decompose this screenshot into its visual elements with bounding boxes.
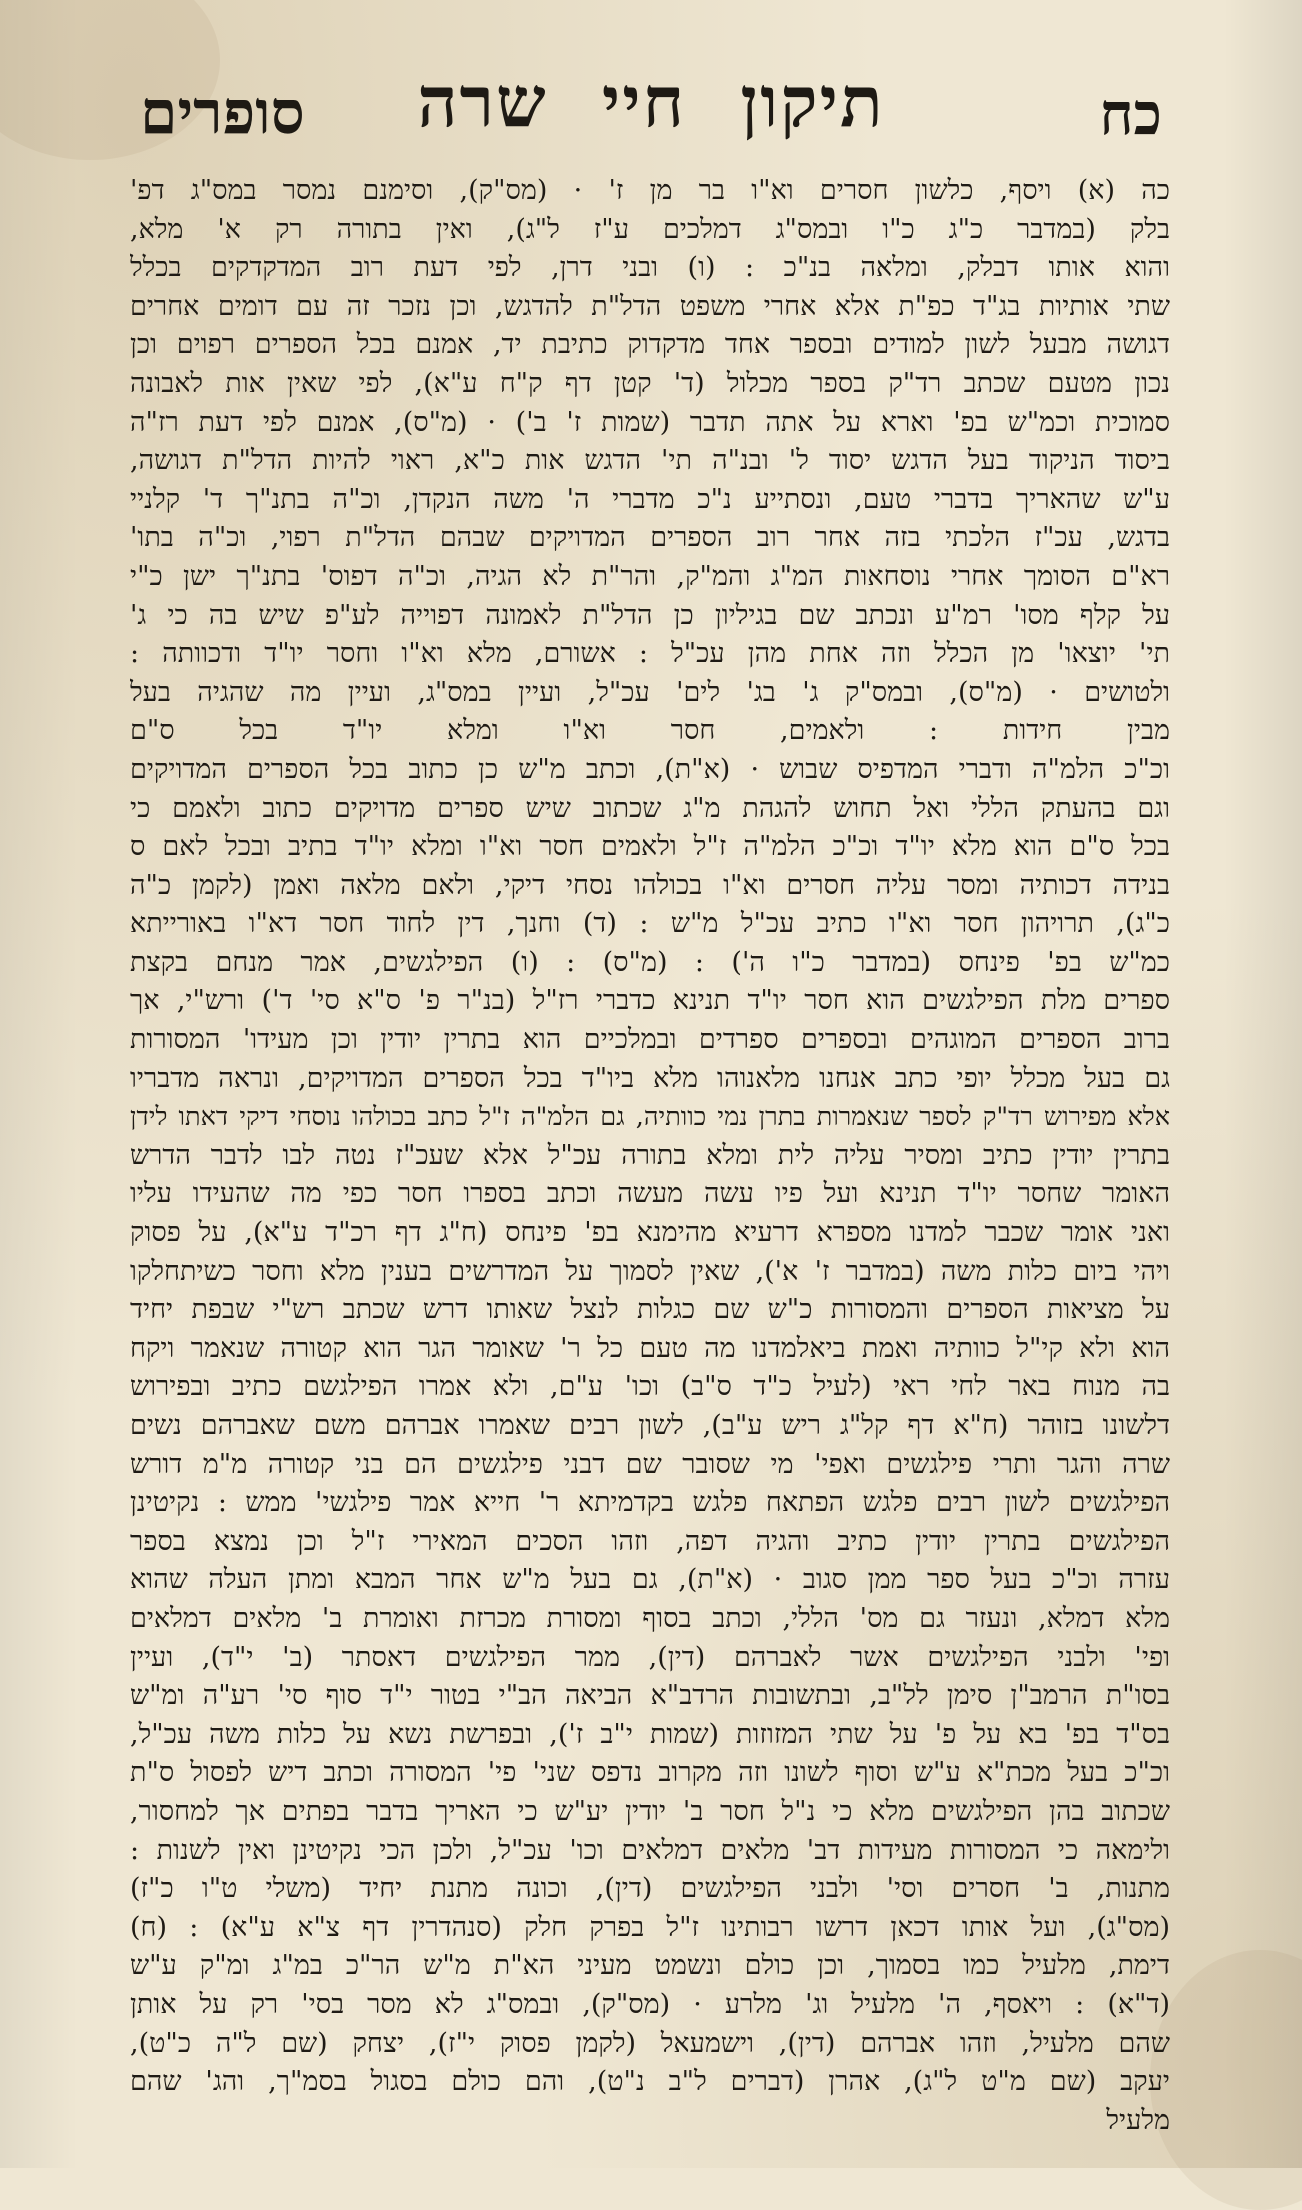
- text-line: (מס"ג), ועל אותו דכאן דרשו רבותינו ז"ל בפרק חלק (סנהדרין דף צ"א ע"א) : (ח): [130, 1911, 1170, 1943]
- text-line: וכ"כ בעל מכת"א ע"ש וסוף לשונו וזה מקרוב נדפס שני' פי' המסורה וכתב דיש לפסול ס"ת: [130, 1757, 1170, 1789]
- text-line: בלק (במדבר כ"ג כ"ו ובמס"ג דמלכים ע"ז ל"ג), ואין בתורה רק א' מלא,: [130, 213, 1170, 245]
- text-line: כ"ג), תרויהון חסר וא"ו כתיב עכ"ל מ"ש : (ד) וחנך, דין לחוד חסר דא"ו באורייתא: [130, 908, 1170, 940]
- text-line: בסו"ת הרמב"ן סימן לל"ב, ובתשובות הרדב"א הביאה הב"י בטור י"ד סוף סי' רע"ה ומ"ש: [130, 1680, 1170, 1712]
- text-line: כה (א) ויסף, כלשון חסרים וא"ו בר מן ז' · (מס"ק), וסימנם נמסר במס"ג דפ': [130, 175, 1170, 206]
- text-line: ספרים מלת הפילגשים הוא חסר יו"ד תנינא כדברי רז"ל (בנ"ר פ' ס"א סי' ד') ורש"י, אך: [130, 985, 1170, 1017]
- text-line: בכל ס"ם הוא מלא יו"ד וכ"כ הלמ"ה ז"ל ולאמים חסר וא"ו ומלא יו"ד בתיב ובכל לאם ס: [130, 831, 1170, 863]
- text-line: רא"ם הסומך אחרי נוסחאות המ"ג והמ"ק, והר"ת לא הגיה, וכ"ה דפוס' בתנ"ך ישן כ"י: [130, 560, 1170, 592]
- text-line: ביסוד הניקוד בעל הדגש יסוד ל' ובנ"ה תי' הדגש אות כ"א, ראוי להיות הדל"ת דגושה,: [130, 445, 1170, 477]
- text-line: בדגש, עכ"ז הלכתי בזה אחר רוב הספרים המדויקים שבהם הדל"ת רפוי, וכ"ה בתו': [130, 522, 1170, 554]
- text-line: שתי אותיות בג"ד כפ"ת אלא אחרי משפט הדל"ת להדגש, וכן נזכר זה עם דומים אחרים: [130, 290, 1170, 322]
- text-line: שרה והגר ותרי פילגשים ואפי' מי שסובר שם דבני פילגשים הם בני קטורה מ"מ דורש: [130, 1448, 1170, 1480]
- text-line: יעקב (שם מ"ט ל"ג), אהרן (דברים ל"ב נ"ט), והם כולם בסגול בסמ"ך, והג' שהם: [130, 2066, 1170, 2098]
- text-line: בתרין יודין כתיב ומסיר עליה לית ומלא בתורה עכ"ל אלא שעכ"ז נטה לבו לדבר הדרש: [130, 1139, 1170, 1171]
- text-line: שכתוב בהן הפילגשים מלא כי נ"ל חסר ב' יודין יע"ש כי האריך בדבר בפתים אך למחסור,: [130, 1795, 1170, 1827]
- text-line: דגושה מבעל לשון למודים ובספר אחד מדקדוק כתיבת יד, אמנם בכל הספרים רפוים וכן: [130, 329, 1170, 361]
- header-leaf-label: סופרים: [140, 78, 305, 148]
- text-line: כמ"ש בפ' פינחס (במדבר כ"ו ה') : (מ"ס) : (ו) הפילגשים, אמר מנחם בקצת: [130, 946, 1170, 978]
- text-line: מבין חידות : ולאמים, חסר וא"ו ומלא יו"ד בכל ס"ם: [130, 715, 1170, 747]
- text-line: וגם בהעתק הללי ואל תחוש להגהת מ"ג שכתוב שיש ספרים מדויקים כתוב ולאמם כי: [130, 792, 1170, 824]
- text-line: ע"ש שהאריך בדברי טעם, ונסתייע נ"כ מדברי ה' משה הנקדן, וכ"ה בתנ"ך ד' קלניי: [130, 483, 1170, 515]
- text-line: שהם מלעיל, וזהו אברהם (דין), וישמעאל (לקמן פסוק י"ז), יצחק (שם ל"ה כ"ט),: [130, 2027, 1170, 2059]
- text-line: הפילגשים לשון רבים פלגש הפתאח פלגש בקדמיתא ר' חייא אמר פילגשי' ממש : נקיטינן: [130, 1487, 1170, 1519]
- text-line: דלשונו בזוהר (ח"א דף קל"ג ריש ע"ב), לשון רבים שאמרו אברהם משם שאברהם נשים: [130, 1410, 1170, 1441]
- text-line: ולימאה כי המסורות מעידות דב' מלאים דמלאים וכו' עכ"ל, ולכן הכי נקיטינן ואין לשנות :: [130, 1834, 1170, 1866]
- text-line: עזרה וכ"כ בעל ספר ממן סגוב · (א"ת), גם בעל מ"ש אחר המבא ומתן העלה שהוא: [130, 1564, 1170, 1596]
- page-number: כח: [1099, 80, 1162, 148]
- text-line: בס"ד בפ' בא על פ' על שתי המזוזות (שמות י"ב ז'), ובפרשת נשא על כלות משה עכ"ל,: [130, 1718, 1170, 1750]
- text-line: נכון מטעם שכתב רד"ק בספר מכלול (ד' קטן דף ק"ח ע"א), לפי שאין אות לאבונה: [130, 367, 1170, 399]
- text-line: בנידה דכותיה ומסר עליה חסרים וא"ו בכולהו נסחי דיקי, ולאם מלאה ואמן (לקמן כ"ה: [130, 869, 1170, 901]
- text-line: האומר שחסר יו"ד תנינא ועל פיו עשה מעשה וכתב בספרו חסר כפי מה שהעידו עליו: [130, 1178, 1170, 1210]
- paper-stain: [1150, 1950, 1302, 2210]
- text-line: דימת, מלעיל כמו בסמוך, וכן כולם ונשמט מעיני הא"ת מ"ש הר"כ במ"ג ומ"ק ע"ש: [130, 1950, 1170, 1982]
- text-line: (ד"א) : ויאסף, ה' מלעיל וג' מלרע · (מס"ק), ובמס"ג לא מסר בסי' רק על אותן: [130, 1988, 1170, 2020]
- text-line: תי' יוצאו' מן הכלל וזה אחת מהן עכ"ל : אשורם, מלא וא"ו וחסר יו"ד ודכוותה :: [130, 638, 1170, 670]
- text-line: בה מנוח באר לחי ראי (לעיל כ"ד ס"ב) וכו' ע"ם, ולא אמרו הפילגשם כתיב ובפירוש: [130, 1371, 1170, 1403]
- text-line: ויהי ביום כלות משה (במדבר ז' א'), שאין לסמוך על המדרשים בענין מלא וחסר כשיתחלקו: [130, 1255, 1170, 1287]
- text-line: ברוב הספרים המוגהים ובספרים ספרדים ובמלכיים הוא בתרין יודין וכן מעידו' המסורות: [130, 1024, 1170, 1056]
- text-line: סמוכית וכמ"ש בפ' וארא על אתה תדבר (שמות ז' ב') · (מ"ס), אמנם לפי דעת רז"ה: [130, 406, 1170, 438]
- page-header: [140, 60, 1162, 170]
- running-title: תיקון חיי שרה: [417, 60, 885, 143]
- text-line: מלא דמלא, ונעזר גם מס' הללי, וכתב בסוף ומסורת מכרזת ואומרת ב' מלאים דמלאים: [130, 1602, 1170, 1634]
- text-line: על מציאות הספרים והמסורות כ"ש שם כגלות לנצל שאותו דרש שכתב רש"י שבפת יחיד: [130, 1294, 1170, 1326]
- text-line: אלא מפירוש רד"ק לספר שנאמרות בתרן נמי כוותיה, גם הלמ"ה ז"ל כתב בכולהו נוסחי דיקי דאתו לידן: [130, 1102, 1170, 1133]
- commentary-text: [130, 172, 1170, 2140]
- text-line: מלעיל: [1106, 2104, 1170, 2136]
- text-line: ולטושים · (מ"ס), ובמס"ק ג' בג' לים' עכ"ל, ועיין במס"ג, ועיין מה שהגיה בעל: [130, 676, 1170, 708]
- text-line: והוא אותו דבלק, ומלאה בנ"כ : (ו) ובני דרן, לפי דעת רוב המדקדקים בכלל: [130, 252, 1170, 284]
- text-line: הפילגשים בתרין יודין כתיב והגיה דפה, וזהו הסכים המאירי ז"ל וכן נמצא בספר: [130, 1525, 1170, 1557]
- text-line: הוא ולא קי"ל כוותיה ואמת ביאלמדנו מה טעם כל ר' שאומר הגר הוא קטורה שנאמר ויקח: [130, 1332, 1170, 1364]
- text-line: וכ"כ הלמ"ה ודברי המדפיס שבוש · (א"ת), וכתב מ"ש כן כתוב בכל הספרים המדויקים: [130, 753, 1170, 785]
- text-line: ואני אומר שכבר למדנו מספרא דרעיא מהימנא בפ' פינחס (ח"ג דף רכ"ד ע"א), על פסוק: [130, 1217, 1170, 1249]
- text-line: גם בעל מכלל יופי כתב אנחנו מלאנוהו מלא ביו"ד בכל הספרים המדויקים, ונראה מדבריו: [130, 1062, 1170, 1094]
- text-line: מתנות, ב' חסרים וסי' ולבני הפילגשים (דין), וכונה מתנת יחיד (משלי ט"ו כ"ז): [130, 1873, 1170, 1905]
- text-line: ופי' ולבני הפילגשים אשר לאברהם (דין), ממר הפילגשים דאסתר (ב' י"ד), ועיין: [130, 1641, 1170, 1673]
- text-line: על קלף מסו' רמ"ע ונכתב שם בגיליון כן הדל"ת לאמונה דפוייה לע"פ שיש בה כי ג': [130, 599, 1170, 631]
